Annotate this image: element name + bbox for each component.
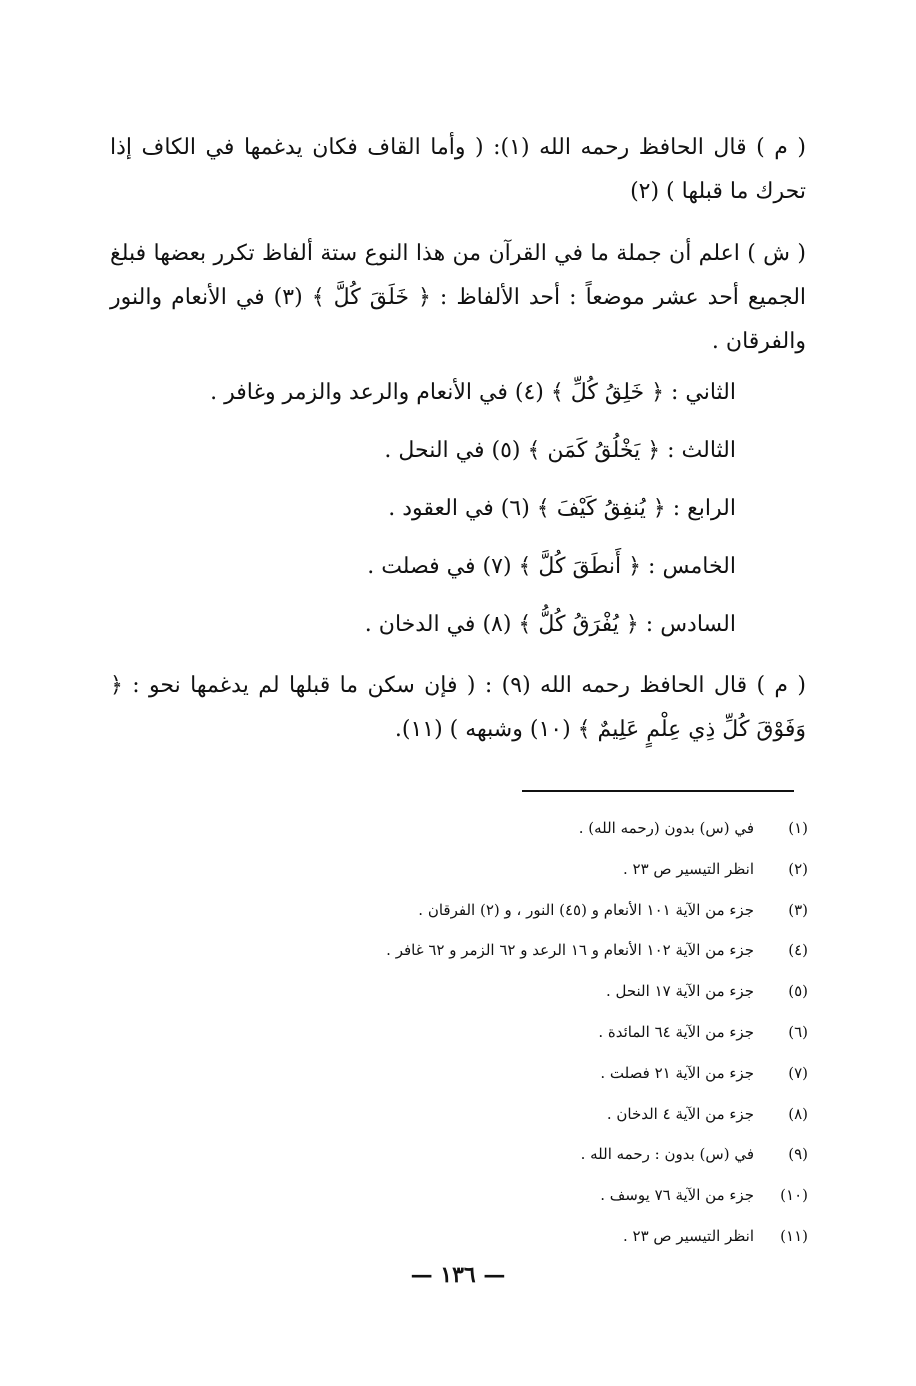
footnote-number: (٢): [788, 859, 808, 878]
footnote-text: جزء من الآية ٦٤ المائدة .: [598, 1022, 754, 1041]
word-list-item: الثاني : ﴿ خَلِقُ كُلِّ ﴾ (٤) في الأنعام والرعد والزمر وغافر .: [210, 380, 736, 405]
footnote-number: (٣): [788, 900, 808, 919]
footnote-text: جزء من الآية ٢١ فصلت .: [600, 1063, 754, 1082]
footnote-number: (١): [788, 819, 808, 837]
footnote-number: (٥): [788, 982, 808, 1001]
paragraph-sharh: ( ش ) اعلم أن جملة ما في القرآن من هذا النوع ستة ألفاظ تكرر بعضها فبلغ الجميع أحد عشر موضعاً : أحد الألفاظ : ﴿ خَلَقَ كُلَّ ﴾ (٣) في الأنعام والنور والفرقان .: [110, 241, 807, 354]
footnote-number: (٦): [788, 1022, 808, 1041]
footnote-text: جزء من الآية ٤ الدخان .: [606, 1104, 754, 1123]
footnote-item: [188, 898, 808, 939]
footnote-number: (٩): [788, 1145, 808, 1164]
footnote-item: [188, 1061, 808, 1102]
footnote-item: [188, 1102, 808, 1143]
footnote-separator: [522, 790, 794, 792]
footnote-number: (٤): [788, 941, 808, 960]
word-list-item: السادس : ﴿ يُفْرَقُ كُلُّ ﴾ (٨) في الدخان .: [364, 612, 736, 637]
footnote-text: جزء من الآية ٧٦ يوسف .: [600, 1186, 754, 1205]
page-number: — ١٣٦ —: [410, 1262, 506, 1288]
footnote-text: انظر التيسير ص ٢٣ .: [622, 859, 754, 878]
footnote-item: [188, 979, 808, 1020]
word-list-item: الثالث : ﴿ يَخْلُقُ كَمَن ﴾ (٥) في النحل .: [384, 438, 736, 463]
footnote-text: انظر التيسير ص ٢٣ .: [622, 1226, 754, 1245]
paragraph-matn-1: ( م ) قال الحافظ رحمه الله (١): ( وأما القاف فكان يدغمها في الكاف إذا تحرك ما قبلها ) (٢): [110, 135, 806, 204]
footnotes-list: [188, 816, 808, 1265]
footnote-text: في (س) بدون : رحمه الله .: [580, 1145, 754, 1164]
footnote-item: [188, 857, 808, 898]
footnote-text: جزء من الآية ١٠١ الأنعام و (٤٥) النور ، و (٢) الفرقان .: [418, 900, 754, 919]
footnote-number: (١٠): [780, 1186, 808, 1205]
footnote-item: [188, 1020, 808, 1061]
paragraph-matn-2: ( م ) قال الحافظ رحمه الله (٩) : ( فإن سكن ما قبلها لم يدغمها نحو : ﴿ وَفَوْقَ كُلِّ ذِي عِلْمٍ عَلِيمٌ ﴾ (١٠) وشبهه ) (١١).: [110, 673, 806, 742]
footnote-text: جزء من الآية ١٠٢ الأنعام و ١٦ الرعد و ٦٢ الزمر و ٦٢ غافر .: [386, 941, 754, 960]
footnote-item: [188, 1224, 808, 1265]
word-list-item: الخامس : ﴿ أَنطَقَ كُلَّ ﴾ (٧) في فصلت .: [367, 554, 736, 579]
footnote-number: (١١): [780, 1226, 808, 1245]
footnote-number: (٧): [788, 1063, 808, 1082]
word-list-item: الرابع : ﴿ يُنفِقُ كَيْفَ ﴾ (٦) في العقود .: [388, 496, 736, 521]
footnote-item: [188, 1183, 808, 1224]
footnote-item: [188, 816, 808, 857]
footnote-number: (٨): [788, 1104, 808, 1123]
footnote-text: في (س) بدون (رحمه الله) .: [578, 819, 754, 837]
footnote-item: [188, 938, 808, 979]
footnote-item: [188, 1142, 808, 1183]
footnote-text: جزء من الآية ١٧ النحل .: [605, 982, 754, 1001]
